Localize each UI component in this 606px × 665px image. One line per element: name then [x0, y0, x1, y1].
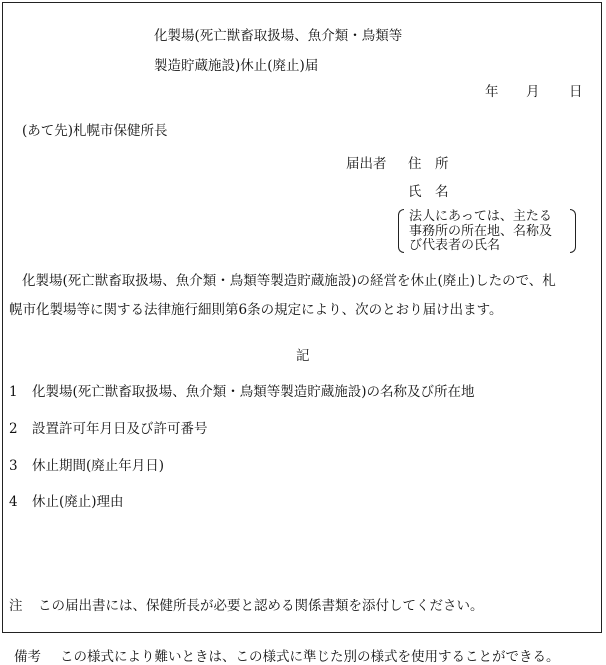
body-text-line-2: 幌市化製場等に関する法律施行細則第6条の規定により、次のとおり届け出ます。 — [9, 302, 503, 318]
item-3-text: 休止期間(廃止年月日) — [32, 458, 165, 474]
body-text-line-1: 化製場(死亡獣畜取扱場、魚介類・鳥類等製造貯蔵施設)の経営を休止(廃止)したので、札 — [22, 273, 556, 289]
item-1-number: 1 — [9, 384, 18, 400]
title-line-2: 製造貯蔵施設)休止(廃止)届 — [154, 58, 319, 74]
remarks-text: この様式により難いときは、この様式に準じた別の様式を使用することができる。 — [60, 649, 560, 665]
corporate-note — [398, 209, 576, 253]
corporate-note-line-3: び代表者の氏名 — [409, 238, 501, 253]
date-month-label: 月 — [526, 84, 540, 100]
name-label: 氏 名 — [408, 184, 449, 200]
note-text: この届出書には、保健所長が必要と認める関係書類を添付してください。 — [38, 598, 484, 614]
item-2-number: 2 — [9, 421, 18, 437]
ki-heading: 記 — [296, 348, 310, 364]
right-bracket — [570, 209, 576, 253]
addressee: (あて先)札幌市保健所長 — [22, 123, 168, 139]
left-bracket — [398, 209, 404, 253]
item-1-text: 化製場(死亡獣畜取扱場、魚介類・鳥類等製造貯蔵施設)の名称及び所在地 — [32, 384, 475, 400]
item-2-text: 設置許可年月日及び許可番号 — [32, 421, 208, 437]
note-label: 注 — [9, 598, 23, 614]
corporate-note-line-2: 事務所の所在地、名称及 — [409, 224, 553, 239]
item-3-number: 3 — [9, 458, 18, 474]
remarks-label: 備考 — [14, 649, 41, 665]
address-label: 住 所 — [408, 156, 449, 172]
item-4-text: 休止(廃止)理由 — [32, 494, 124, 510]
date-year-label: 年 — [485, 84, 499, 100]
title-line-1: 化製場(死亡獣畜取扱場、魚介類・鳥類等 — [154, 28, 403, 44]
applicant-label: 届出者 — [346, 156, 387, 172]
date-day-label: 日 — [569, 84, 583, 100]
corporate-note-line-1: 法人にあっては、主たる — [409, 209, 552, 224]
item-4-number: 4 — [9, 494, 18, 510]
